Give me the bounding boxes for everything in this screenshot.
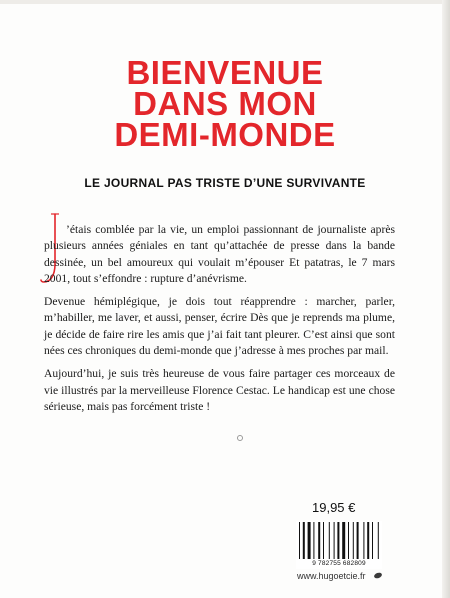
title-line-3: DEMI-MONDE <box>114 116 336 153</box>
title-line-1: BIENVENUE <box>126 54 324 91</box>
blurb-paragraph-1: ’étais comblée par la vie, un emploi passionnant de journaliste après plusieurs années géniales en tant qu’attachée de presse dans la bande dessinée, un bel amoureux qui voulait m’épouser Et patatras, le 7 mars 2001, tout s’effondre : rupture d’anévrisme. <box>44 223 395 285</box>
leaf-logo-icon <box>373 570 383 580</box>
book-title <box>60 54 390 153</box>
barcode <box>296 521 382 569</box>
barcode-icon <box>296 521 382 561</box>
isbn-number: 9 782755 682809 <box>312 560 366 567</box>
cover-spine-edge <box>442 0 450 598</box>
cover-top-edge <box>0 0 450 4</box>
title-line-2: DANS MON <box>133 85 317 122</box>
blurb-paragraph-2: Devenue hémiplégique, je dois tout réapprendre : marcher, parler, m’habiller, me laver, et aussi, penser, écrire Dès que je reprends ma plume, je décide de faire rire les amis que j’ai fait tant pleurer. C’est ainsi que sont nées ces chroniques du demi-monde que j’adresse à mes proches par mail. <box>44 295 395 358</box>
book-subtitle: LE JOURNAL PAS TRISTE D’UNE SURVIVANTE <box>84 176 366 190</box>
blurb-paragraph-3: Aujourd’hui, je suis très heureuse de vous faire partager ces morceaux de vie illustrés par la merveilleuse Florence Cestac. Le handicap est une chose sérieuse, mais pas forcément triste ! <box>44 367 395 413</box>
blurb-text <box>44 222 395 422</box>
price-label: 19,95 € <box>312 500 356 515</box>
publisher-website: www.hugoetcie.fr <box>297 571 366 581</box>
small-ornament-icon <box>236 434 244 442</box>
